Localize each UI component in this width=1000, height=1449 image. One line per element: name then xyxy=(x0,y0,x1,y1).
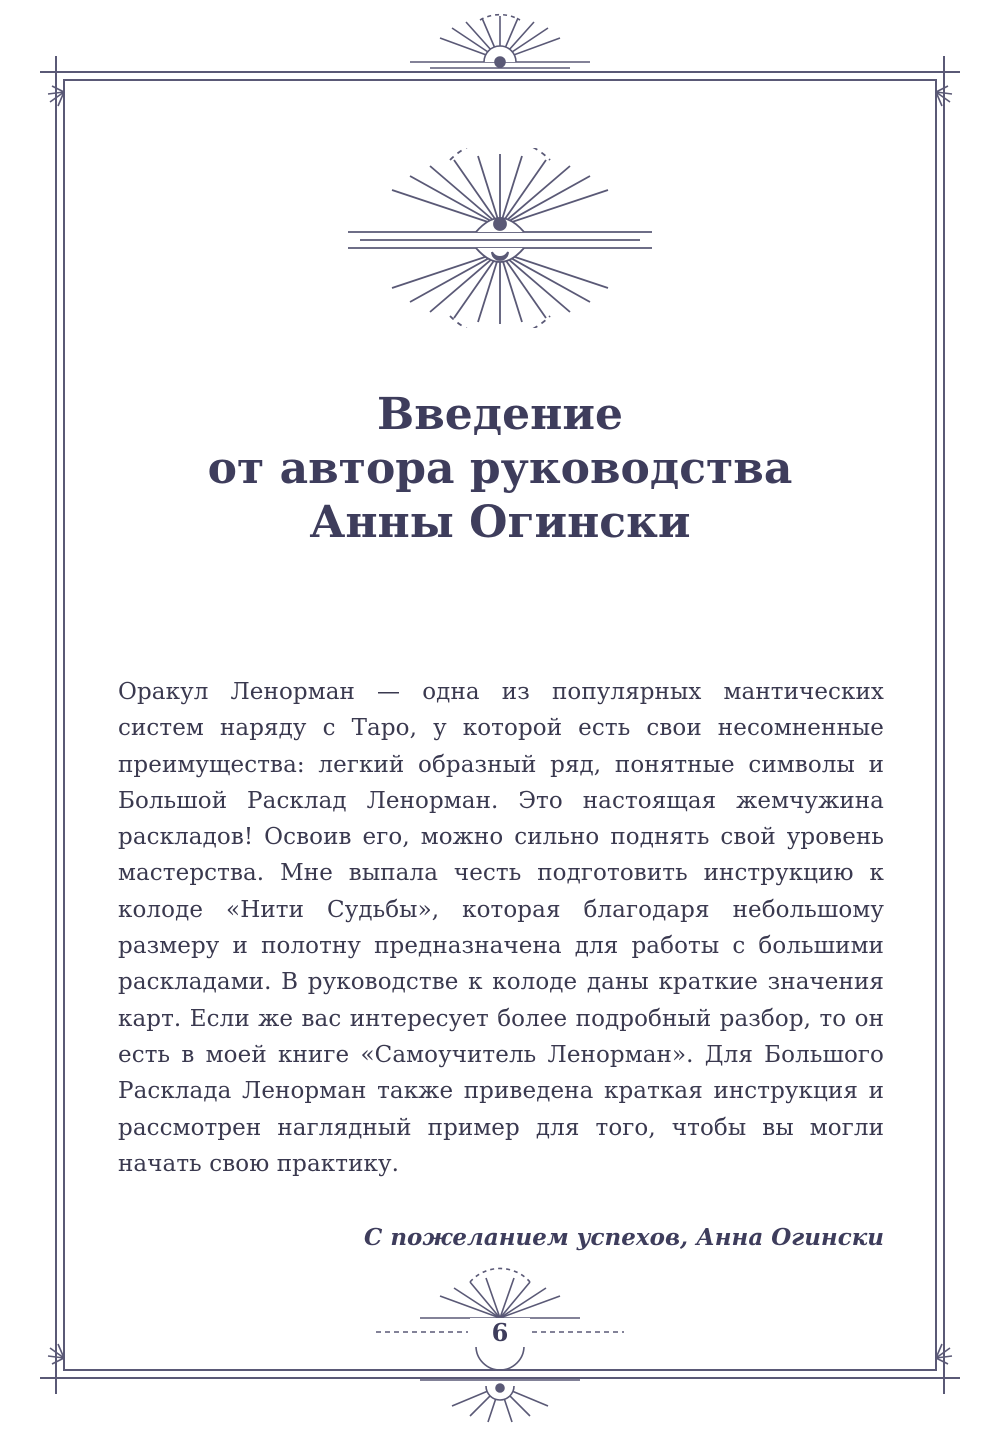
title-line: Анны Огински xyxy=(309,497,691,548)
top-ornament xyxy=(410,15,590,68)
page-number: 6 xyxy=(470,1318,530,1347)
author-signature: С пожеланием успехов, Анна Огински xyxy=(364,1224,884,1251)
sun-eye-emblem xyxy=(340,148,660,328)
chapter-title xyxy=(120,388,880,550)
title-line: Введение xyxy=(377,389,623,440)
title-line: от автора руководства xyxy=(207,443,793,494)
body-paragraph: Оракул Ленорман — одна из популярных мантических систем наряду с Таро, у которой есть свои несомненные преимущества: легкий образный ряд, понятные символы и Большой Расклад Ленорман. Это настоящая жемчужина раскладов! Освоив его, можно сильно поднять свой уровень мастерства. Мне выпала честь подготовить инструкцию к колоде «Нити Судьбы», которая благодаря небольшому размеру и полотну предназначена для работы с большими раскладами. В руководстве к колоде даны краткие значения карт. Если же вас интересует более подробный разбор, то он есть в моей книге «Самоучитель Ленорман». Для Большого Расклада Ленорман также приведена краткая инструкция и рассмотрен наглядный пример для того, чтобы вы могли начать свою практику. xyxy=(118,679,884,1177)
